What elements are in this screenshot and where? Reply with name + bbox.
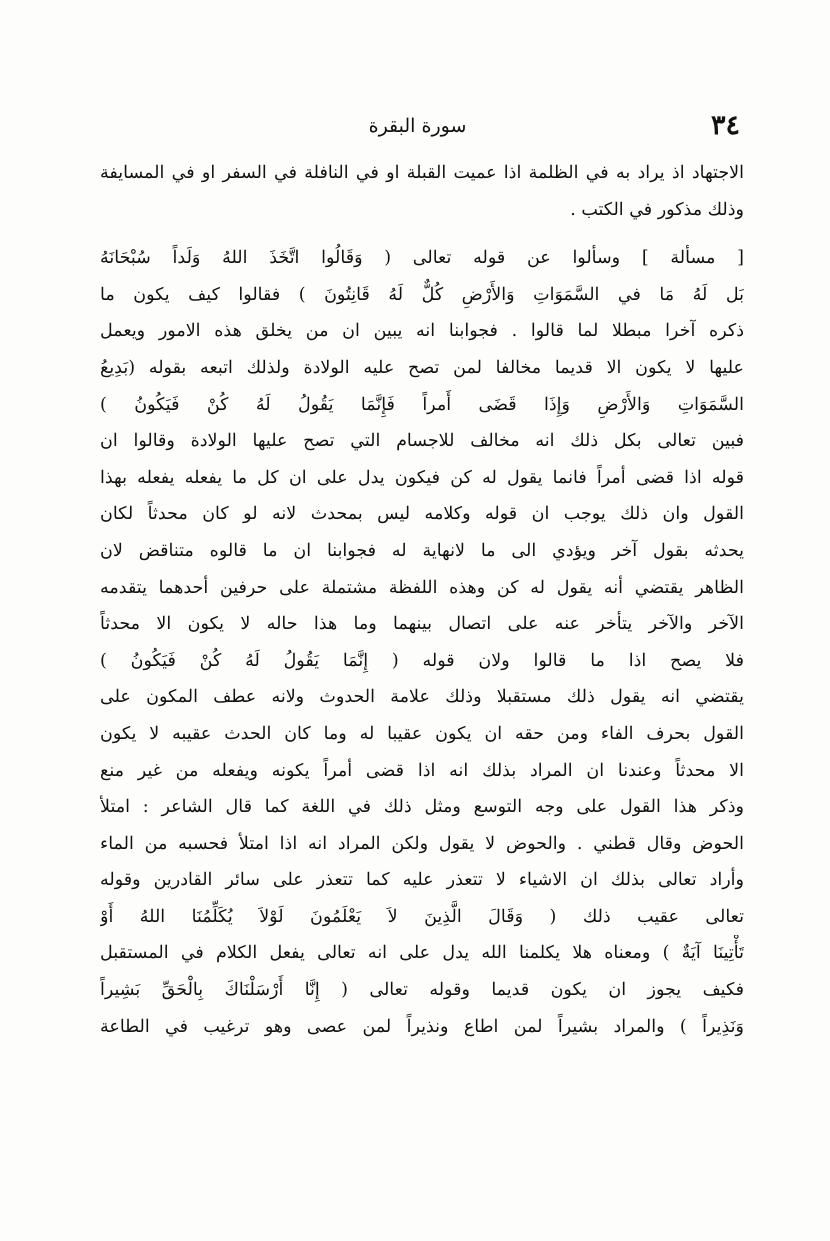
text-line: يقتضي انه يقول ذلك مستقبلا وذلك علامة الحدوث ولانه عطف المكون على [100, 687, 744, 708]
text-line: وأراد تعالى بذلك ان الاشياء لا تتعذر عليه كما تتعذر على سائر القادرين وقوله [100, 870, 744, 891]
text-line: وذلك مذكور في الكتب . [570, 199, 744, 220]
paragraph [100, 240, 744, 1045]
text-line: قوله اذا قضى أمراً فانما يقول له كن فيكون يدل على ان كل ما يفعله يفعله بهذا [100, 467, 744, 488]
text-line: فكيف يجوز ان يكون قديما وقوله تعالى ( إِنَّا أَرْسَلْنَاكَ بِالْحَقِّ بَشِيراً [100, 980, 744, 1001]
text-line: عليها لا يكون الا قديما مخالفا لمن تصح عليه الولادة ولذلك اتبعه بقوله (بَدِيعُ [100, 357, 744, 378]
text-line: [ مسألة ] وسألوا عن قوله تعالى ( وَقَالُوا اتَّخَذَ اللهُ وَلَداً سُبْحَانَهُ [100, 248, 744, 269]
text-line: السَّمَوَاتِ وَالأَرْضِ وَإِذَا قَضَى أَمراً فَإِنَّمَا يَقُولُ لَهُ كُنْ فَيَكُونُ ) [100, 394, 744, 415]
text-line: ذكره آخرا مبطلا لما قالوا . فجوابنا انه يبين ان من يخلق هذه الامور ويعمل [100, 321, 744, 342]
page-number: ٣٤ [710, 110, 740, 141]
text-line: بَل لَهُ مَا في السَّمَوَاتِ وَالأَرْضِ كُلٌّ لَهُ قَانِتُونَ ) فقالوا كيف يكون ما [100, 284, 744, 305]
page-body [100, 155, 744, 1045]
paragraph [100, 155, 744, 228]
text-line: الآخر والآخر يتأخر عنه على اتصال بينهما وما هذا حاله لا يكون الا محدثاً [100, 614, 744, 635]
running-title: سورة البقرة [368, 115, 467, 137]
text-line: الظاهر يقتضي أنه يقول له كن وهذه اللفظة مشتملة على حرفين أحدهما يتقدمه [100, 577, 744, 598]
text-line: الا محدثاً وعندنا ان المراد بذلك انه اذا قضى أمراً يكونه ويفعله من غير منع [100, 760, 744, 781]
text-line: تَأْتِينَا آيَةٌ ) ومعناه هلا يكلمنا الله يدل على انه تعالى يفعل الكلام في المستقبل [100, 943, 744, 964]
text-line: وذكر هذا القول على وجه التوسع ومثل ذلك في اللغة كما قال الشاعر : امتلأ [100, 797, 744, 818]
text-line: الاجتهاد اذ يراد به في الظلمة اذا عميت القبلة او في النافلة في السفر او في المسايفة [100, 163, 744, 183]
text-line: تعالى عقيب ذلك ( وَقَالَ الَّذِينَ لاَ يَعْلَمُونَ لَوْلاَ يُكَلِّمُنَا اللهُ أَوْ [100, 906, 744, 927]
text-line: وَنَذِيراً ) والمراد بشيراً لمن اطاع ونذيراً لمن عصى وهو ترغيب في الطاعة [100, 1016, 744, 1037]
page-header [95, 106, 740, 146]
text-line: القول بحرف الفاء ومن حقه ان يكون عقيبا له وما كان الحدث عقيبه لا يكون [100, 723, 744, 744]
text-line: فلا يصح اذا ما قالوا ولان قوله ( إِنَّمَا يَقُولُ لَهُ كُنْ فَيَكُونُ ) [100, 650, 744, 671]
text-line: فبين تعالى بكل ذلك انه مخالف للاجسام التي تصح عليها الولادة وقالوا ان [100, 431, 744, 452]
text-line: يحدثه بقول آخر ويؤدي الى ما لانهاية له فجوابنا ان ما قالوه متناقض لان [100, 540, 744, 561]
text-line: الحوض وقال قطني . والحوض لا يقول ولكن المراد انه اذا امتلأ فحسبه من الماء [100, 833, 744, 854]
paragraph-gap [100, 228, 744, 240]
text-line: القول وان ذلك يوجب ان قوله وكلامه ليس بمحدث لانه لو كان محدثاً لكان [100, 504, 744, 525]
